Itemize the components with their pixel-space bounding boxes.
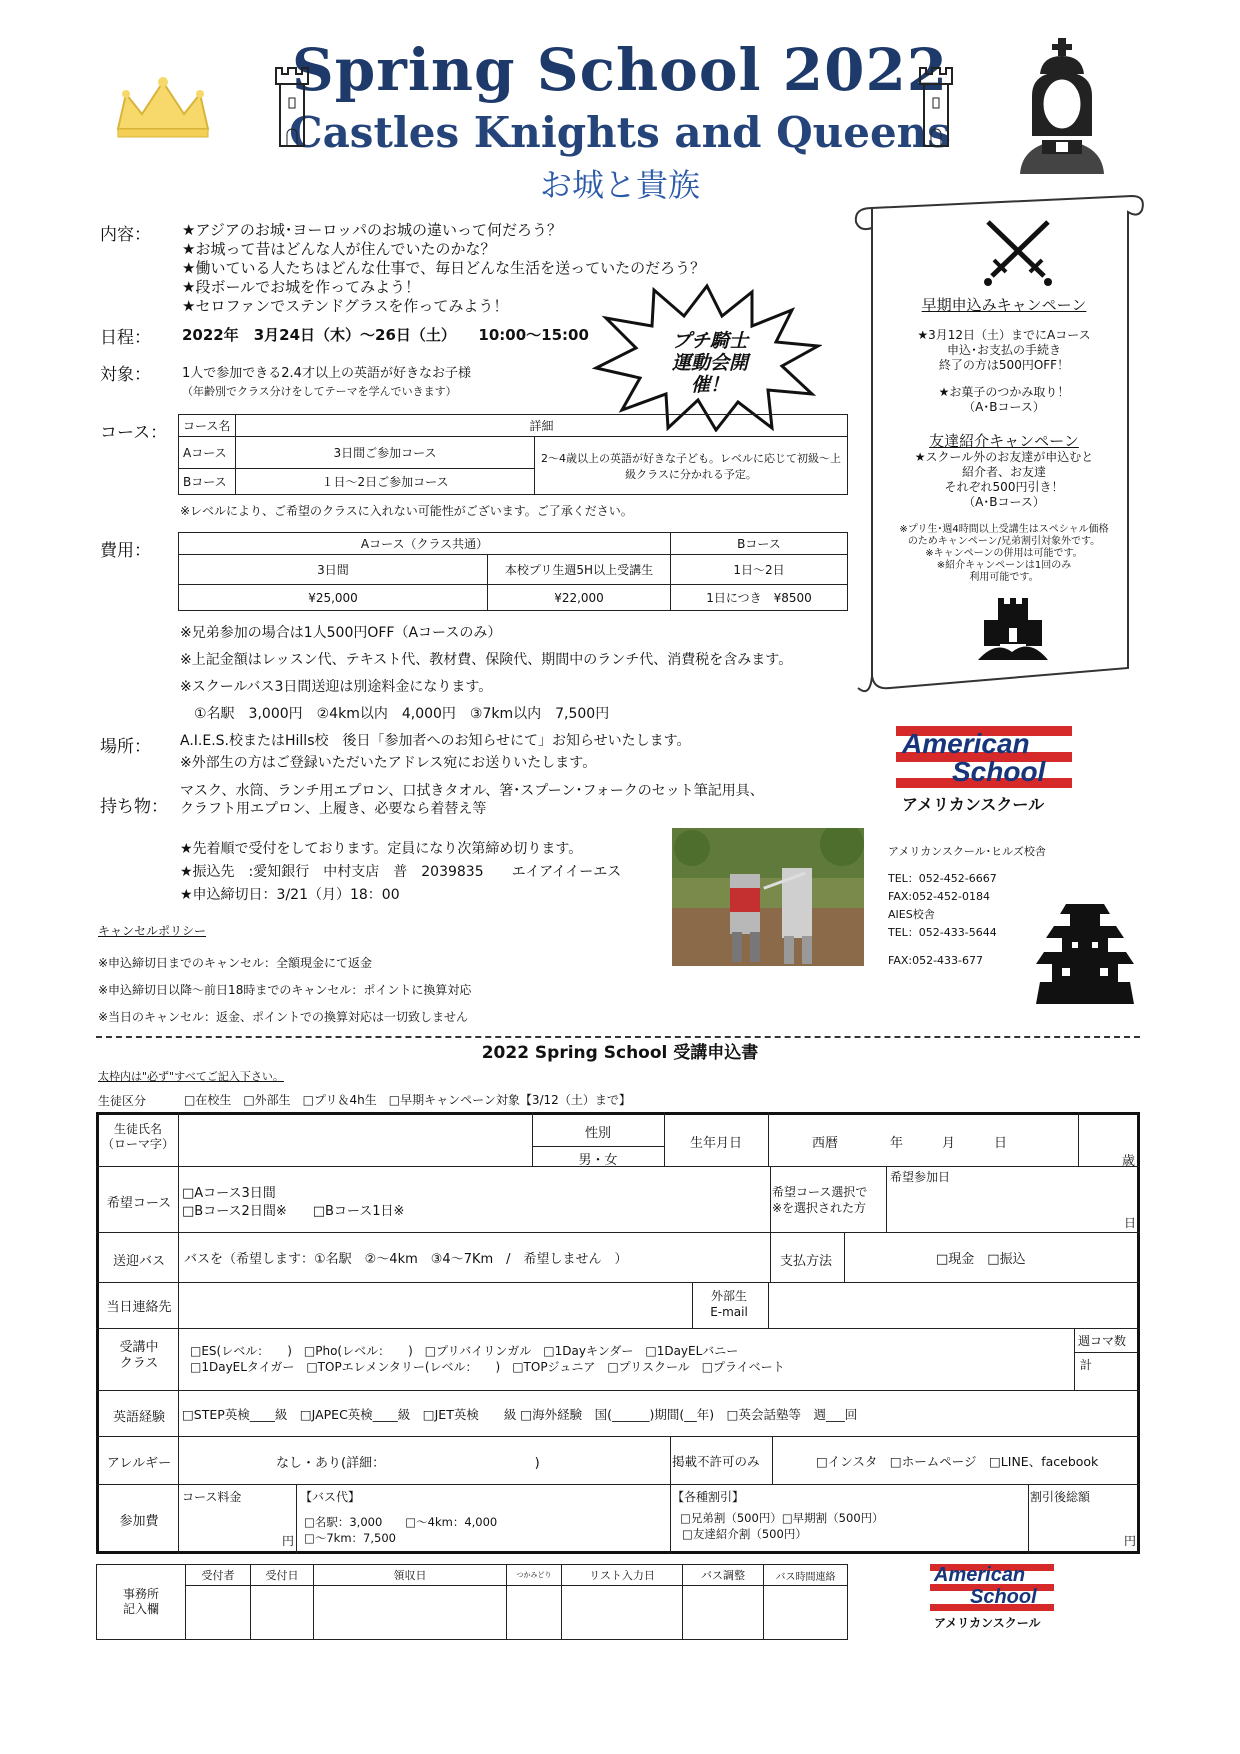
allergy-options[interactable]: なし・あり(詳細： ) (276, 1456, 540, 1471)
friend-text (884, 450, 1124, 510)
office-col: 受付者 (186, 1565, 251, 1586)
office-label: 事務所 記入欄 (97, 1565, 186, 1640)
scroll-note: のためキャンペーン/兄弟割引対象外です。 (907, 536, 1101, 547)
bus-fee-label: 【バス代】 (300, 1490, 361, 1504)
fee-header-a: Aコース（クラス共通） (179, 533, 671, 555)
place-label: 場所： (100, 737, 151, 757)
office-col: バス調整 (683, 1565, 764, 1586)
office-cell[interactable] (507, 1586, 562, 1640)
row-divider (96, 1390, 1140, 1391)
logo-jp: アメリカンスクール (934, 1616, 1041, 1630)
scroll-note: ※プリ生･週4時間以上受講生はスペシャル価格 (899, 524, 1109, 535)
scroll-note: ※キャンペーンの併用は可能です。 (925, 548, 1083, 559)
burst-text (655, 330, 765, 396)
allergy-label: アレルギー (106, 1456, 172, 1471)
col-divider (1078, 1112, 1079, 1166)
application-form (96, 1112, 1140, 1554)
pay-options[interactable]: □現金 □振込 (936, 1252, 1026, 1267)
contact-field[interactable] (180, 1284, 690, 1326)
col-divider (844, 1232, 845, 1282)
friend-line: （A･Bコース） (963, 495, 1045, 509)
content-line: ★アジアのお城･ヨーロッパのお城の違いって何だろう？ (182, 221, 563, 239)
logo-line2: School (952, 756, 1046, 787)
bring-label: 持ち物： (100, 797, 168, 817)
course-detail: 2～4歳以上の英語が好きな子ども。レベルに応じて初級～上級クラスに分かれる予定。 (535, 437, 848, 495)
course-header-name: コース名 (179, 415, 236, 437)
bus-fee-options-1[interactable]: □名駅：3,000 □～4km：4,000 (304, 1515, 498, 1529)
office-cell[interactable] (186, 1586, 251, 1640)
place-line: ※外部生の方はご登録いただいたアドレス宛にお送りいたします。 (180, 755, 597, 771)
weekly-label: 週コマ数 (1078, 1334, 1127, 1348)
yen-unit: 円 (1124, 1534, 1137, 1548)
logo-line2: School (970, 1586, 1037, 1608)
tower-icon (916, 64, 956, 150)
content-line: ★働いている人たちはどんな仕事で、毎日どんな生活を送っていたのだろう？ (182, 259, 706, 277)
row-divider (96, 1232, 1140, 1233)
course-a-name: Aコース (179, 437, 236, 469)
publish-options[interactable]: □インスタ □ホームページ □LINE、facebook (816, 1454, 1099, 1469)
bring-line: マスク、水筒、ランチ用エプロン、口拭きタオル、箸･スプーン･フォークのセット筆記用具、 (180, 783, 764, 799)
fee-price: 1日につき ¥8500 (671, 585, 848, 611)
logo-line1: American (934, 1564, 1026, 1586)
early-text (884, 328, 1124, 415)
contact-fax: FAX:052-433-677 (888, 954, 984, 967)
knights-photo (672, 828, 864, 966)
contact-info-2 (888, 888, 997, 942)
form-instruction: 太枠内は"必ず"すべてご記入下さい。 (98, 1070, 284, 1083)
discount-options-2[interactable]: □友達紹介割（500円） (682, 1527, 807, 1541)
content-line: ★段ボールでお城を作ってみよう！ (182, 278, 421, 296)
row-divider (96, 1484, 1140, 1485)
name-label: 生徒氏名 （ローマ字） (101, 1122, 174, 1151)
cell-divider (1074, 1352, 1138, 1353)
office-col: つかみどり (507, 1565, 562, 1586)
ext-email-label: 外部生 E-mail (710, 1289, 748, 1319)
office-cell[interactable] (314, 1586, 507, 1640)
row-divider (96, 1436, 1140, 1437)
office-col: 受付日 (251, 1565, 314, 1586)
discount-options-1[interactable]: □兄弟割（500円）□早期割（500円） (680, 1511, 884, 1525)
course-a-desc: 3日間ご参加コース (236, 437, 535, 469)
tower-icon (272, 64, 312, 150)
total-label: 計 (1080, 1358, 1093, 1372)
birth-label: 生年月日 (689, 1136, 742, 1151)
discount-label: 【各種割引】 (672, 1490, 745, 1504)
crown-icon (108, 74, 218, 142)
participation-fee-label: 参加費 (119, 1514, 159, 1529)
col-divider (1074, 1328, 1075, 1390)
course-b-desc: １日～2日ご参加コース (236, 469, 535, 495)
col-divider (1028, 1484, 1029, 1554)
course-header-detail: 詳細 (236, 415, 848, 437)
course-b-name: Bコース (179, 469, 236, 495)
col-divider (772, 1436, 773, 1484)
scroll-notes (884, 524, 1124, 584)
burst-line: プチ騎士 (671, 330, 748, 352)
early-line: （A･Bコース） (963, 400, 1045, 414)
class-options-1[interactable]: □ES(レベル： ) □Pho(レベル： ) □プリバイリンガル □1Dayキンダー □1DayELバニー (190, 1344, 739, 1358)
bring-line: クラフト用エプロン、上履き、必要なら着替え等 (180, 801, 487, 817)
american-school-logo (896, 722, 1072, 812)
course-select-label: 希望コース (106, 1196, 172, 1211)
age-unit: 歳 (1122, 1154, 1136, 1169)
publish-label: 掲載不許可のみ (672, 1454, 760, 1469)
fee-note: ※スクールバス3日間送迎は別途料金になります。 (180, 679, 493, 695)
course-note: ※レベルにより、ご希望のクラスに入れない可能性がございます。ご了承ください。 (180, 504, 633, 518)
class-options-2[interactable]: □1DayELタイガー □TOPエレメンタリー(レベル： ) □TOPジュニア □プリスクール □プライベート (190, 1360, 785, 1374)
logo-line1: American (902, 728, 1030, 759)
course-select-note: 希望コース選択で ※を選択された方 (772, 1185, 868, 1215)
contact-label: 当日連絡先 (106, 1300, 172, 1315)
col-divider (768, 1112, 769, 1166)
contact-line: TEL：052-433-5644 (888, 926, 997, 939)
fee-cell: 3日間 (179, 555, 488, 585)
scroll-note: ※紹介キャンペーンは1回のみ (936, 560, 1072, 571)
class-label: 受講中 クラス (119, 1340, 159, 1371)
cancel-lines (98, 950, 471, 1031)
col-divider (178, 1112, 179, 1554)
japanese-castle-icon (1036, 896, 1134, 1006)
cancel-title: キャンセルポリシー (98, 924, 207, 938)
gender-label: 性別 (584, 1126, 611, 1141)
bring-text (180, 782, 764, 818)
contact-info (888, 838, 1046, 892)
crossed-swords-icon (980, 216, 1056, 288)
english-options[interactable]: □STEP英検____級 □JAPEC英検____級 □JET英検 級 □海外経験 国(______)期間(__年) □英会話塾等 週___回 (182, 1407, 858, 1422)
course-fee-label: コース料金 (182, 1490, 242, 1504)
cancel-line: ※申込締切日までのキャンセル：全額現金にて返金 (98, 956, 373, 970)
page-title: Spring School 2022 (291, 36, 949, 104)
office-col: リスト入力日 (562, 1565, 683, 1586)
fee-cell: 1日～2日 (671, 555, 848, 585)
target-line2: （年齢別でクラス分けをしてテーマを学んでいきます） (182, 385, 457, 398)
early-title: 早期申込みキャンペーン (921, 296, 1087, 314)
bus-fee-options-2[interactable]: □～7km：7,500 (304, 1531, 396, 1545)
page-subtitle: Castles Knights and Queens (289, 108, 951, 157)
friend-line: ★スクール外のお友達が申込むと (914, 450, 1094, 464)
office-table (96, 1564, 848, 1640)
queen-icon (1012, 36, 1114, 176)
apply-line: ★先着順で受付をしております。定員になり次第締め切ります。 (180, 841, 583, 857)
logo-jp: アメリカンスクール (902, 795, 1045, 814)
contact-line: TEL：052-452-6667 (888, 872, 997, 885)
course-option-b[interactable]: □Bコース2日間※ □Bコース1日※ (182, 1204, 405, 1219)
fee-notes (180, 620, 792, 728)
early-line: ★3月12日（土）までにAコース (917, 328, 1091, 342)
friend-line: それぞれ500円引き！ (944, 480, 1064, 494)
bus-options[interactable]: バスを（希望します：①名駅 ②～4km ③4～7Km / 希望しません ） (184, 1252, 628, 1267)
page-subtitle-jp: お城と貴族 (539, 166, 700, 204)
office-cell[interactable] (562, 1586, 683, 1640)
row-divider (96, 1328, 1140, 1329)
bus-label: 送迎バス (112, 1254, 165, 1269)
cell-divider (532, 1146, 664, 1147)
content-line: ★お城って昔はどんな人が住んでいたのかな？ (182, 240, 496, 258)
burst-line: 運動会開催！ (671, 352, 748, 396)
office-cell[interactable] (764, 1586, 848, 1640)
early-line: 終了の方は500円OFF！ (938, 358, 1070, 372)
col-divider (670, 1436, 671, 1484)
yen-unit: 円 (282, 1534, 295, 1548)
english-label: 英語経験 (112, 1410, 165, 1425)
apply-text (180, 838, 621, 907)
friend-title: 友達紹介キャンペーン (929, 432, 1079, 450)
fee-note: ※上記金額はレッスン代、テキスト代、教材費、保険代、期間中のランチ代、消費税を含みます。 (180, 652, 793, 668)
cancel-line: ※申込締切日以降～前日18時までのキャンセル：ポイントに換算対応 (98, 983, 472, 997)
course-date-label: 希望参加日 (890, 1170, 951, 1184)
col-divider (670, 1484, 671, 1554)
fee-note: ※兄弟参加の場合は1人500円OFF（Aコースのみ） (180, 625, 502, 641)
category-options[interactable]: □在校生 □外部生 □プリ＆4h生 □早期キャンペーン対象【3/12（土）まで】 (184, 1093, 631, 1107)
fee-label: 費用： (100, 541, 151, 561)
fee-price: ¥22,000 (488, 585, 671, 611)
office-cell[interactable] (251, 1586, 314, 1640)
category-label: 生徒区分 (98, 1094, 147, 1108)
castle-icon (976, 590, 1050, 664)
office-col: バス時間連絡 (764, 1565, 848, 1586)
schedule-text: 2022年 3月24日（木）～26日（土） 10:00～15:00 (182, 326, 589, 344)
apply-line: ★申込締切日：3/21（月）18：00 (180, 887, 400, 903)
office-cell[interactable] (683, 1586, 764, 1640)
gender-options[interactable]: 男・女 (578, 1153, 618, 1168)
scroll-note: 利用可能です。 (969, 572, 1039, 583)
col-divider (886, 1166, 887, 1232)
col-divider (770, 1166, 771, 1232)
birth-field[interactable]: 西暦 年 月 日 (812, 1136, 1008, 1151)
fee-cell: 本校プリ生週5H以上受講生 (488, 555, 671, 585)
content-label: 内容： (100, 225, 151, 245)
contact-line: アメリカンスクール･ヒルズ校舎 (888, 845, 1046, 858)
american-school-logo-small (930, 1560, 1054, 1632)
place-text (180, 730, 691, 774)
email-field[interactable] (770, 1284, 1136, 1326)
early-line: 申込･お支払の手続き (946, 343, 1061, 357)
form-title: 2022 Spring School 受講申込書 (481, 1043, 759, 1063)
cancel-line: ※当日のキャンセル：返金、ポイントでの換算対応は一切致しません (98, 1010, 469, 1024)
col-divider (768, 1282, 769, 1328)
target-line1: 1人で参加できる2.4才以上の英語が好きなお子様 (182, 366, 471, 381)
pay-label: 支払方法 (779, 1254, 832, 1269)
schedule-label: 日程： (100, 328, 151, 348)
content-line: ★セロファンでステンドグラスを作ってみよう！ (182, 297, 509, 315)
fee-header-b: Bコース (671, 533, 848, 555)
course-label: コース： (100, 423, 168, 443)
course-table (178, 414, 848, 495)
place-line: A.I.E.S.校またはHills校 後日「参加者へのお知らせにて」お知らせいたします。 (180, 733, 691, 749)
apply-line: ★振込先 :愛知銀行 中村支店 普 2039835 エイアイイーエス (180, 864, 622, 880)
day-unit: 日 (1124, 1216, 1137, 1230)
office-col: 領収日 (314, 1565, 507, 1586)
target-label: 対象： (100, 365, 151, 385)
contact-line: AIES校舎 (888, 908, 935, 921)
after-discount-label: 割引後総額 (1030, 1490, 1091, 1504)
col-divider (296, 1484, 297, 1554)
contact-line: FAX:052-452-0184 (888, 890, 991, 903)
fee-price: ¥25,000 (179, 585, 488, 611)
row-divider (96, 1282, 1140, 1283)
early-line: ★お菓子のつかみ取り！ (938, 385, 1070, 399)
course-option-a[interactable]: □Aコース3日間 (182, 1186, 276, 1201)
fee-table (178, 532, 848, 611)
name-field[interactable] (180, 1116, 530, 1164)
friend-line: 紹介者、お友達 (961, 465, 1046, 479)
fee-note: ①名駅 3,000円 ②4km以内 4,000円 ③7km以内 7,500円 (180, 706, 610, 722)
